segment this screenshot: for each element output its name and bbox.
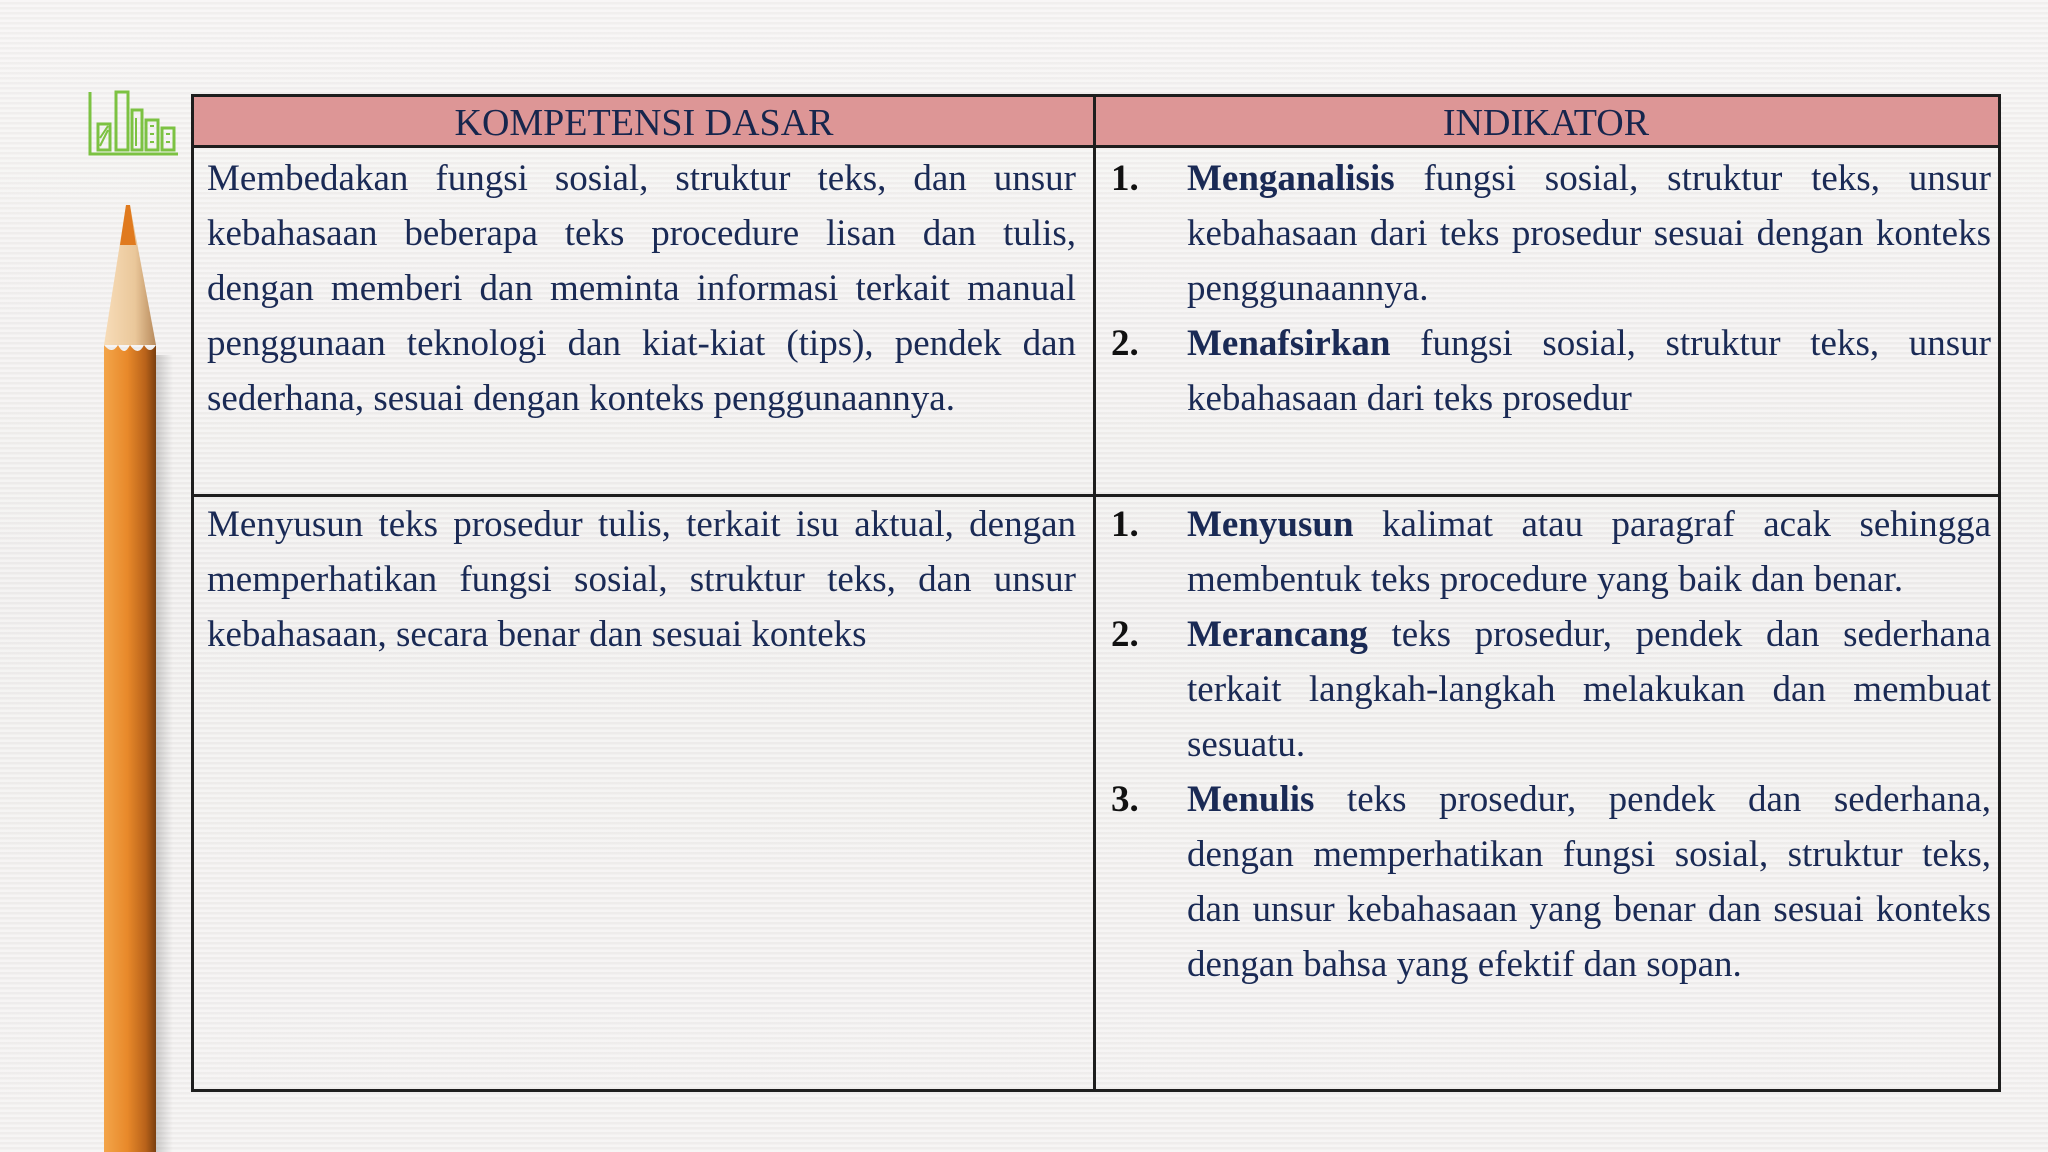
indikator-item — [1111, 316, 1991, 426]
header-indikator: INDIKATOR — [1094, 97, 1998, 148]
indikator-description: teks prosedur, pendek dan sederhana, dengan memperhatikan fungsi sosial, struktur teks, dan unsur kebahasaan yang benar dan sesuai konteks dengan bahsa yang efektif dan sopan. — [1187, 779, 1991, 985]
kompetensi-cell-2: Menyusun teks prosedur tulis, terkait isu aktual, dengan memperhatikan fungsi sosial, struktur teks, dan unsur kebahasaan, secara benar dan sesuai konteks — [207, 504, 1076, 655]
pencil-icon — [98, 205, 173, 1152]
indikator-text — [1187, 151, 1991, 316]
indikator-text — [1187, 497, 1991, 607]
indikator-item — [1111, 151, 1991, 316]
indikator-description: fungsi sosial, struktur teks, unsur kebahasaan dari teks prosedur — [1187, 323, 1991, 419]
indikator-item — [1111, 497, 1991, 607]
indikator-list-1 — [1111, 151, 1991, 426]
indikator-description: teks prosedur, pendek dan sederhana terkait langkah-langkah melakukan dan membuat sesuatu. — [1187, 614, 1991, 765]
indikator-description: kalimat atau paragraf acak sehingga membentuk teks procedure yang baik dan benar. — [1187, 504, 1991, 600]
indikator-number: 1. — [1111, 158, 1139, 199]
indikator-list-2 — [1111, 497, 1991, 992]
kompetensi-indikator-table — [191, 94, 2001, 1092]
kompetensi-cell-1: Membedakan fungsi sosial, struktur teks, dan unsur kebahasaan beberapa teks procedure lisan dan tulis, dengan memberi dan meminta informasi terkait manual penggunaan teknologi dan kiat-kiat (tips), pendek dan sederhana, sesuai dengan konteks penggunaannya. — [207, 158, 1076, 419]
indikator-text — [1187, 607, 1991, 772]
indikator-keyword: Menganalisis — [1187, 158, 1395, 199]
indikator-item — [1111, 607, 1991, 772]
header-kompetensi-dasar: KOMPETENSI DASAR — [194, 97, 1094, 148]
indikator-description: fungsi sosial, struktur teks, unsur kebahasaan dari teks prosedur sesuai dengan konteks penggunaannya. — [1187, 158, 1991, 309]
indikator-number: 1. — [1111, 504, 1139, 545]
indikator-keyword: Menafsirkan — [1187, 323, 1391, 364]
indikator-text — [1187, 772, 1991, 992]
indikator-number: 3. — [1111, 779, 1139, 820]
indikator-keyword: Menulis — [1187, 779, 1315, 820]
indikator-number: 2. — [1111, 323, 1139, 364]
indikator-keyword: Merancang — [1187, 614, 1368, 655]
column-divider — [1093, 97, 1096, 1089]
indikator-keyword: Menyusun — [1187, 504, 1354, 545]
indikator-text — [1187, 316, 1991, 426]
bar-chart-buildings-icon — [88, 88, 180, 158]
indikator-number: 2. — [1111, 614, 1139, 655]
indikator-item — [1111, 772, 1991, 992]
